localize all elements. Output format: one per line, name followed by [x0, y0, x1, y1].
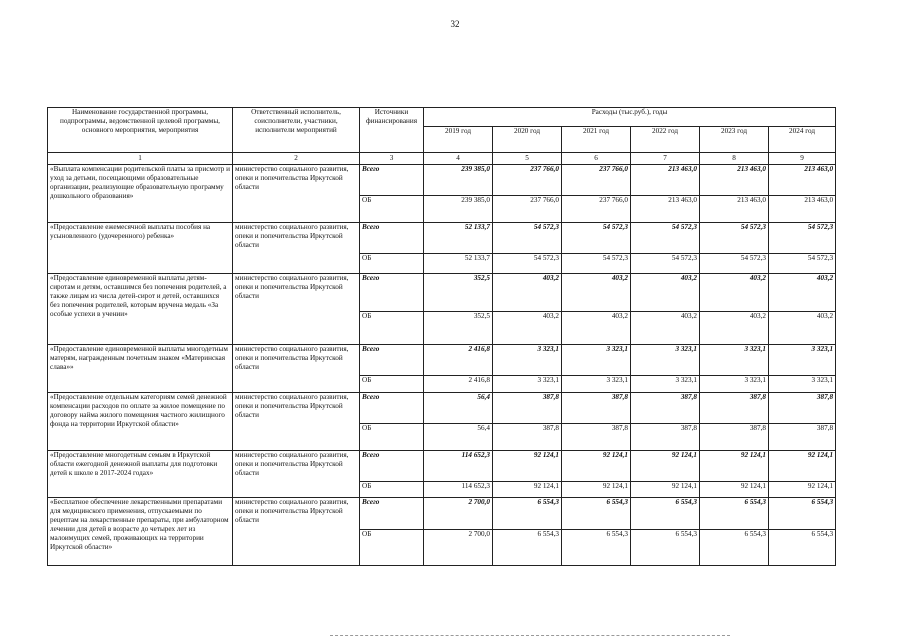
total-value: 237 766,0 [493, 165, 562, 196]
ob-value: 352,5 [424, 312, 493, 345]
budget-table [47, 107, 836, 566]
ob-value: 92 124,1 [493, 482, 562, 498]
ob-value: 3 323,1 [493, 376, 562, 393]
total-value: 6 554,3 [769, 498, 836, 530]
total-value: 352,5 [424, 274, 493, 312]
header-year: 2024 год [769, 127, 836, 153]
program-name: «Предоставление ежемесячной выплаты пособия на усыновленного (удочеренного) ребенка» [48, 223, 233, 274]
program-executor: министерство социального развития, опеки и попечительства Иркутской области [233, 451, 360, 498]
ob-value: 52 133,7 [424, 254, 493, 274]
scan-edge-marks [330, 633, 730, 636]
ob-value: 54 572,3 [700, 254, 769, 274]
column-number: 7 [631, 153, 700, 165]
ob-value: 54 572,3 [493, 254, 562, 274]
source-total-label: Всего [360, 393, 424, 424]
source-ob-label: ОБ [360, 424, 424, 451]
header-name: Наименование государственной программы, подпрограммы, ведомственной целевой программы, основного мероприятия, мероприятия [48, 108, 233, 153]
header-executor: Ответственный исполнитель, соисполнители, участники, исполнители мероприятий [233, 108, 360, 153]
total-value: 3 323,1 [769, 345, 836, 376]
ob-value: 6 554,3 [562, 530, 631, 566]
ob-value: 403,2 [493, 312, 562, 345]
ob-value: 6 554,3 [631, 530, 700, 566]
program-executor: министерство социального развития, опеки и попечительства Иркутской области [233, 223, 360, 274]
source-ob-label: ОБ [360, 530, 424, 566]
column-number: 8 [700, 153, 769, 165]
ob-value: 213 463,0 [769, 196, 836, 223]
ob-value: 92 124,1 [631, 482, 700, 498]
ob-value: 237 766,0 [562, 196, 631, 223]
table-row [48, 274, 836, 312]
total-value: 92 124,1 [700, 451, 769, 482]
total-value: 387,8 [631, 393, 700, 424]
program-name: «Бесплатное обеспечение лекарственными препаратами для медицинского применения, отпускаемыми по рецептам на лекарственные препараты, при амбулаторном лечении для детей в возрасте до четырех лет из малоимущих семей, проживающих на территории Иркутской области» [48, 498, 233, 566]
total-value: 54 572,3 [700, 223, 769, 254]
ob-value: 403,2 [631, 312, 700, 345]
source-ob-label: ОБ [360, 482, 424, 498]
program-name: «Предоставление единовременной выплаты многодетным матерям, награжденным почетным знаком «Материнская слава»» [48, 345, 233, 393]
total-value: 92 124,1 [493, 451, 562, 482]
column-number: 1 [48, 153, 233, 165]
ob-value: 114 652,3 [424, 482, 493, 498]
column-number: 3 [360, 153, 424, 165]
ob-value: 54 572,3 [769, 254, 836, 274]
program-executor: министерство социального развития, опеки и попечительства Иркутской области [233, 274, 360, 345]
total-value: 92 124,1 [562, 451, 631, 482]
program-name: «Предоставление отдельным категориям семей денежной компенсации расходов по оплате за жилое помещение по договору найма жилого помещения частного жилищного фонда на территории Иркутской области» [48, 393, 233, 451]
program-executor: министерство социального развития, опеки и попечительства Иркутской области [233, 393, 360, 451]
source-total-label: Всего [360, 498, 424, 530]
total-value: 3 323,1 [700, 345, 769, 376]
column-number: 9 [769, 153, 836, 165]
total-value: 54 572,3 [769, 223, 836, 254]
ob-value: 237 766,0 [493, 196, 562, 223]
source-total-label: Всего [360, 223, 424, 254]
total-value: 54 572,3 [493, 223, 562, 254]
total-value: 387,8 [562, 393, 631, 424]
ob-value: 403,2 [562, 312, 631, 345]
total-value: 6 554,3 [493, 498, 562, 530]
ob-value: 387,8 [493, 424, 562, 451]
program-name: «Предоставление многодетным семьям в Иркутской области ежегодной денежной выплаты для подготовки детей к школе в 2017-2024 годах» [48, 451, 233, 498]
source-total-label: Всего [360, 165, 424, 196]
table-row [48, 451, 836, 482]
ob-value: 387,8 [631, 424, 700, 451]
ob-value: 6 554,3 [493, 530, 562, 566]
program-executor: министерство социального развития, опеки и попечительства Иркутской области [233, 498, 360, 566]
total-value: 2 416,8 [424, 345, 493, 376]
source-ob-label: ОБ [360, 376, 424, 393]
ob-value: 3 323,1 [631, 376, 700, 393]
ob-value: 403,2 [769, 312, 836, 345]
total-value: 387,8 [769, 393, 836, 424]
total-value: 52 133,7 [424, 223, 493, 254]
column-number: 2 [233, 153, 360, 165]
ob-value: 2 700,0 [424, 530, 493, 566]
column-number-row [48, 153, 836, 165]
program-name: «Выплата компенсации родительской платы за присмотр и уход за детьми, посещающими образовательные организации, реализующие образовательную программу дошкольного образования» [48, 165, 233, 223]
source-ob-label: ОБ [360, 196, 424, 223]
ob-value: 92 124,1 [700, 482, 769, 498]
total-value: 56,4 [424, 393, 493, 424]
total-value: 92 124,1 [769, 451, 836, 482]
header-year: 2022 год [631, 127, 700, 153]
total-value: 403,2 [631, 274, 700, 312]
total-value: 3 323,1 [493, 345, 562, 376]
ob-value: 2 416,8 [424, 376, 493, 393]
program-executor: министерство социального развития, опеки и попечительства Иркутской области [233, 165, 360, 223]
column-number: 4 [424, 153, 493, 165]
total-value: 387,8 [493, 393, 562, 424]
total-value: 3 323,1 [631, 345, 700, 376]
total-value: 213 463,0 [700, 165, 769, 196]
ob-value: 3 323,1 [700, 376, 769, 393]
program-executor: министерство социального развития, опеки и попечительства Иркутской области [233, 345, 360, 393]
ob-value: 213 463,0 [631, 196, 700, 223]
header-year: 2021 год [562, 127, 631, 153]
ob-value: 56,4 [424, 424, 493, 451]
ob-value: 403,2 [700, 312, 769, 345]
total-value: 3 323,1 [562, 345, 631, 376]
ob-value: 92 124,1 [769, 482, 836, 498]
total-value: 403,2 [769, 274, 836, 312]
ob-value: 54 572,3 [631, 254, 700, 274]
total-value: 92 124,1 [631, 451, 700, 482]
source-ob-label: ОБ [360, 312, 424, 345]
total-value: 239 385,0 [424, 165, 493, 196]
total-value: 6 554,3 [562, 498, 631, 530]
ob-value: 54 572,3 [562, 254, 631, 274]
total-value: 403,2 [700, 274, 769, 312]
table-row [48, 345, 836, 376]
table-body [48, 153, 836, 566]
total-value: 6 554,3 [631, 498, 700, 530]
ob-value: 239 385,0 [424, 196, 493, 223]
total-value: 2 700,0 [424, 498, 493, 530]
ob-value: 3 323,1 [769, 376, 836, 393]
ob-value: 3 323,1 [562, 376, 631, 393]
ob-value: 387,8 [700, 424, 769, 451]
table-row [48, 165, 836, 196]
total-value: 403,2 [493, 274, 562, 312]
table-row [48, 498, 836, 530]
table-row [48, 223, 836, 254]
ob-value: 6 554,3 [769, 530, 836, 566]
source-ob-label: ОБ [360, 254, 424, 274]
total-value: 114 652,3 [424, 451, 493, 482]
program-name: «Предоставление единовременной выплаты детям-сиротам и детям, оставшимся без попечения родителей, а также лицам из числа детей-сирот и детей, оставшихся без попечения родителей, которым вручена медаль «За особые успехи в учении» [48, 274, 233, 345]
source-total-label: Всего [360, 451, 424, 482]
total-value: 213 463,0 [769, 165, 836, 196]
total-value: 213 463,0 [631, 165, 700, 196]
page-number: 32 [450, 19, 460, 29]
ob-value: 387,8 [769, 424, 836, 451]
total-value: 237 766,0 [562, 165, 631, 196]
source-total-label: Всего [360, 274, 424, 312]
total-value: 54 572,3 [562, 223, 631, 254]
column-number: 6 [562, 153, 631, 165]
ob-value: 213 463,0 [700, 196, 769, 223]
ob-value: 387,8 [562, 424, 631, 451]
total-value: 403,2 [562, 274, 631, 312]
ob-value: 6 554,3 [700, 530, 769, 566]
column-number: 5 [493, 153, 562, 165]
source-total-label: Всего [360, 345, 424, 376]
table-row [48, 393, 836, 424]
total-value: 54 572,3 [631, 223, 700, 254]
header-year: 2023 год [700, 127, 769, 153]
ob-value: 92 124,1 [562, 482, 631, 498]
header-year: 2020 год [493, 127, 562, 153]
header-year: 2019 год [424, 127, 493, 153]
header-expenses: Расходы (тыс.руб.), годы [424, 108, 836, 127]
header-source: Источники финансирования [360, 108, 424, 153]
total-value: 387,8 [700, 393, 769, 424]
total-value: 6 554,3 [700, 498, 769, 530]
